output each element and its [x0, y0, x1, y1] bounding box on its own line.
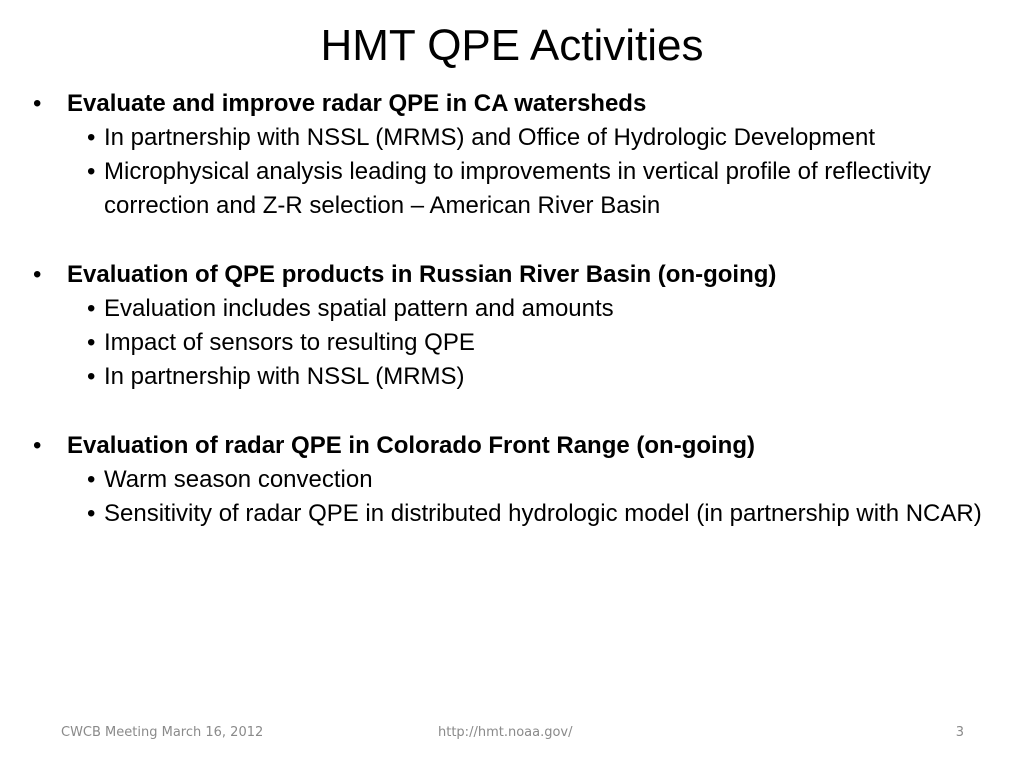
- footer-page-number: 3: [955, 725, 964, 740]
- bullet-icon: •: [33, 90, 42, 117]
- sub-bullet: [30, 121, 1010, 155]
- sub-bullet-text: Impact of sensors to resulting QPE: [104, 329, 475, 356]
- bullet-icon: •: [33, 261, 42, 288]
- sub-bullet-list: [30, 463, 1010, 531]
- footer-meeting-date: CWCB Meeting March 16, 2012: [61, 725, 264, 740]
- bullet-icon: •: [87, 329, 96, 356]
- bullet-icon: •: [87, 124, 96, 151]
- section-colorado-front-range: [30, 429, 1010, 531]
- sub-bullet-text: Warm season convection: [104, 466, 373, 493]
- main-bullet: [30, 87, 1010, 121]
- main-bullet-text: Evaluation of QPE products in Russian River Basin (on-going): [67, 261, 777, 288]
- main-bullet-text: Evaluate and improve radar QPE in CA watersheds: [67, 90, 647, 117]
- bullet-icon: •: [87, 295, 96, 322]
- sub-bullet: [30, 360, 1010, 394]
- sub-bullet-list: [30, 292, 1010, 394]
- main-bullet: [30, 258, 1010, 292]
- bullet-icon: •: [87, 158, 96, 185]
- sub-bullet-text: Microphysical analysis leading to improvements in vertical profile of reflectivity correction and Z-R selection – American River Basin: [104, 158, 931, 219]
- sub-bullet: [30, 497, 1010, 531]
- section-russian-river: [30, 258, 1010, 394]
- sub-bullet-list: [30, 121, 1010, 223]
- bullet-icon: •: [87, 363, 96, 390]
- sub-bullet-text: In partnership with NSSL (MRMS) and Office of Hydrologic Development: [104, 124, 875, 151]
- bullet-icon: •: [87, 466, 96, 493]
- sub-bullet-text: In partnership with NSSL (MRMS): [104, 363, 465, 390]
- sub-bullet-text: Evaluation includes spatial pattern and amounts: [104, 295, 614, 322]
- section-ca-watersheds: [30, 87, 1010, 223]
- slide-content: [30, 87, 1010, 566]
- bullet-icon: •: [33, 432, 42, 459]
- sub-bullet: [30, 155, 1010, 223]
- sub-bullet: [30, 292, 1010, 326]
- sub-bullet: [30, 326, 1010, 360]
- sub-bullet: [30, 463, 1010, 497]
- footer-url: http://hmt.noaa.gov/: [438, 725, 573, 740]
- slide-title: HMT QPE Activities: [320, 21, 704, 70]
- bullet-icon: •: [87, 500, 96, 527]
- main-bullet: [30, 429, 1010, 463]
- main-bullet-text: Evaluation of radar QPE in Colorado Front Range (on-going): [67, 432, 755, 459]
- sub-bullet-text: Sensitivity of radar QPE in distributed hydrologic model (in partnership with NCAR): [104, 500, 982, 527]
